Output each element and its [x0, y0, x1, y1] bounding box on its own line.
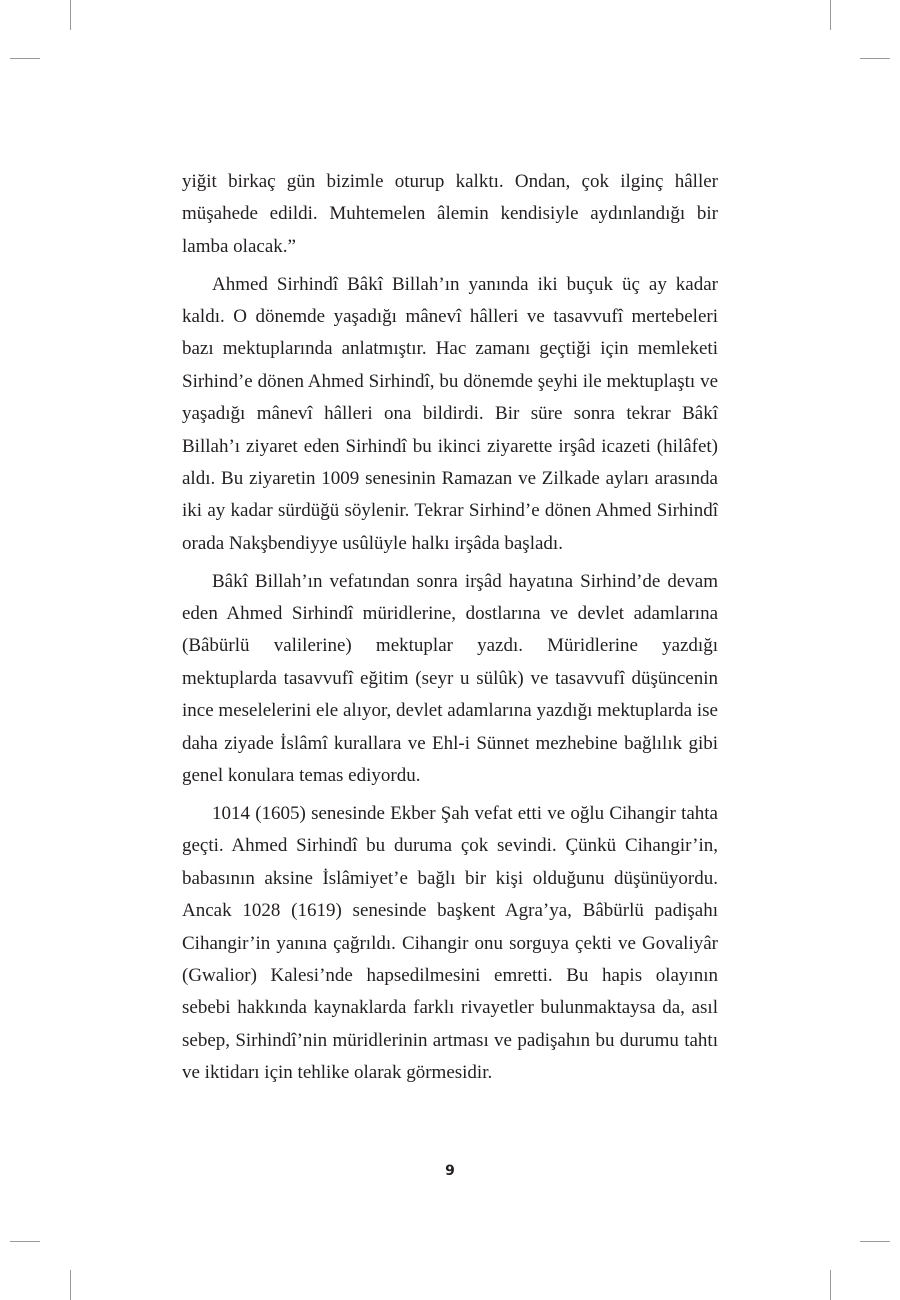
crop-mark-top-right	[830, 0, 831, 30]
paragraph-2: Ahmed Sirhindî Bâkî Billah’ın yanında iki buçuk üç ay kadar kaldı. O dönemde yaşadığı mânevî hâlleri ve tasavvufî mertebeleri bazı mektuplarında anlatmıştır. Hac zamanı geçtiği için memleketi Sirhind’e dönen Ahmed Sirhindî, bu dönemde şeyhi ile mektuplaştı ve yaşadığı mânevî hâlleri ona bildirdi. Bir süre sonra tekrar Bâkî Billah’ı ziyaret eden Sirhindî bu ikinci ziyarette irşâd icazeti (hilâfet) aldı. Bu ziyaretin 1009 senesinin Ramazan ve Zilkade ayları arasında iki ay kadar sürdüğü söylenir. Tekrar Sirhind’e dönen Ahmed Sirhindî orada Nakşbendiyye usûlüyle halkı irşâda başladı.	[182, 273, 718, 554]
crop-mark-left-lower	[10, 1241, 40, 1242]
paragraph-1: yiğit birkaç gün bizimle oturup kalktı. Ondan, çok ilginç hâller müşahede edildi. Muhtemelen âlemin kendisiyle aydınlandığı bir lamba olacak.”	[182, 171, 718, 257]
crop-mark-bottom-left	[70, 1270, 71, 1300]
body-text	[182, 166, 718, 1090]
crop-mark-left-upper	[10, 58, 40, 59]
crop-mark-right-lower	[860, 1241, 890, 1242]
paragraph-4: 1014 (1605) senesinde Ekber Şah vefat etti ve oğlu Cihangir tahta geçti. Ahmed Sirhindî bu duruma çok sevindi. Çünkü Cihangir’in, babasının aksine İslâmiyet’e bağlı bir kişi olduğunu düşünüyordu. Ancak 1028 (1619) senesinde başkent Agra’ya, Bâbürlü padişahı Cihangir’in yanına çağrıldı. Cihangir onu sorguya çekti ve Govaliyâr (Gwalior) Kalesi’nde hapsedilmesini emretti. Bu hapis olayının sebebi hakkında kaynaklarda farklı rivayetler bulunmaktaysa da, asıl sebep, Sirhindî’nin müridlerinin artması ve padişahın bu durumu tahtı ve iktidarı için tehlike olarak görmesidir.	[182, 802, 718, 1084]
paragraph-3: Bâkî Billah’ın vefatından sonra irşâd hayatına Sirhind’de devam eden Ahmed Sirhindî müridlerine, dostlarına ve devlet adamlarına (Bâbürlü valilerine) mektuplar yazdı. Müridlerine yazdığı mektuplarda tasavvufî eğitim (seyr u sülûk) ve tasavvufî düşüncenin ince meselelerini ele alıyor, devlet adamlarına yazdığı mektuplarda ise daha ziyade İslâmî kurallara ve Ehl-i Sünnet mezhebine bağlılık gibi genel konulara temas ediyordu.	[182, 570, 718, 787]
crop-mark-right-upper	[860, 58, 890, 59]
crop-mark-top-left	[70, 0, 71, 30]
crop-mark-bottom-right	[830, 1270, 831, 1300]
page-number: 9	[445, 1163, 455, 1179]
